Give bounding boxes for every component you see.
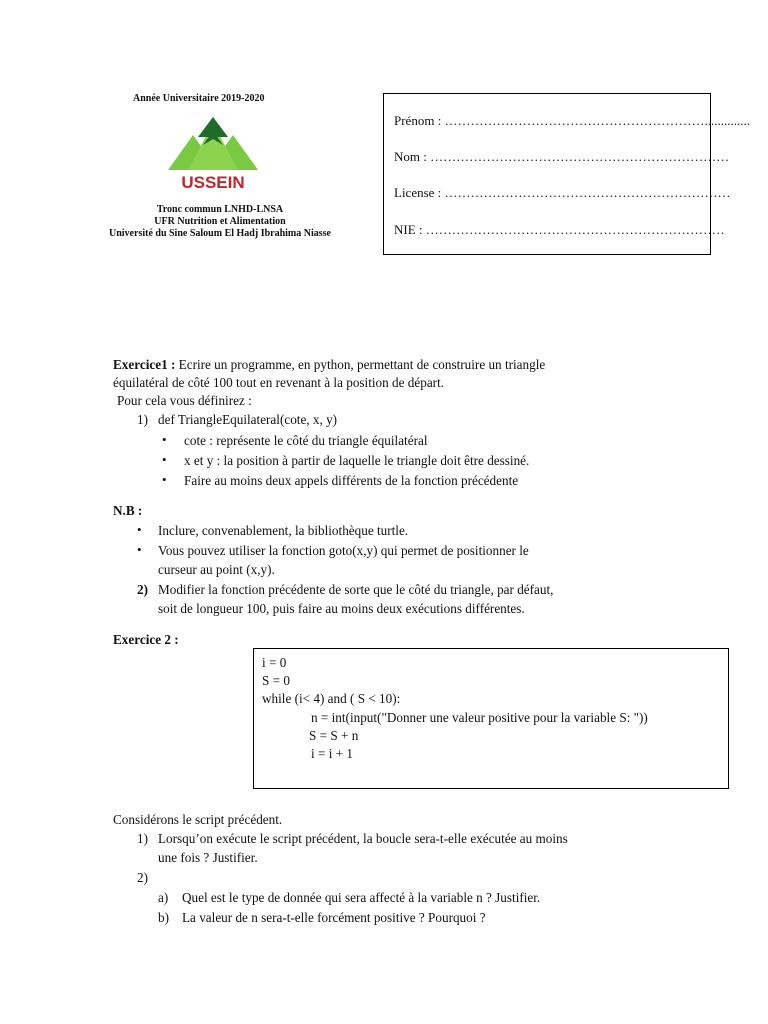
ex2-sub-b-label: b) bbox=[158, 910, 169, 925]
nb-title: N.B : bbox=[113, 503, 143, 518]
ex1-title: Exercice1 : bbox=[113, 357, 176, 372]
bullet-icon: • bbox=[162, 432, 167, 447]
nb-item: Inclure, convenablement, la bibliothèque turtle. bbox=[158, 523, 409, 538]
bullet-icon: • bbox=[137, 522, 142, 537]
info-line: Tronc commun LNHD-LNSA bbox=[156, 204, 284, 215]
bullet-icon: • bbox=[162, 472, 167, 487]
ex1-q2-number: 2) bbox=[137, 582, 148, 597]
ex1-q1-text: def TriangleEquilateral(cote, x, y) bbox=[158, 412, 338, 427]
code-line: i = i + 1 bbox=[311, 746, 353, 761]
code-line: n = int(input("Donner une valeur positive pour la variable S: ")) bbox=[311, 710, 648, 725]
ex2-sub-b-text: La valeur de n sera-t-elle forcément positive ? Pourquoi ? bbox=[182, 910, 486, 925]
ex2-sub-a-text: Quel est le type de donnée qui sera affecté à la variable n ? Justifier. bbox=[182, 890, 541, 905]
code-line: S = S + n bbox=[309, 728, 359, 743]
ex1-intro-line-3: Pour cela vous définirez : bbox=[117, 393, 252, 408]
ex2-q1-number: 1) bbox=[137, 831, 148, 846]
info-line: UFR Nutrition et Alimentation bbox=[154, 216, 286, 227]
ex2-consider: Considérons le script précédent. bbox=[113, 812, 283, 827]
nb-item: Vous pouvez utiliser la fonction goto(x,y) qui permet de positionner le bbox=[158, 543, 529, 558]
ex1-q2-line-1: Modifier la fonction précédente de sorte que le côté du triangle, par défaut, bbox=[158, 582, 554, 597]
nb-item-continued: curseur au point (x,y). bbox=[158, 562, 275, 577]
academic-year: Année Universitaire 2019-2020 bbox=[133, 93, 265, 104]
license-field[interactable]: License : ………………………………………………………… bbox=[394, 185, 731, 200]
student-id-box bbox=[383, 93, 751, 255]
ex2-title: Exercice 2 : bbox=[113, 632, 179, 647]
code-box bbox=[253, 648, 729, 789]
ex1-bullet-item: Faire au moins deux appels différents de la fonction précédente bbox=[184, 473, 519, 488]
code-line: i = 0 bbox=[262, 655, 287, 670]
ex1-bullet-item: cote : représente le côté du triangle équilatéral bbox=[184, 433, 428, 448]
bullet-icon: • bbox=[162, 452, 167, 467]
ex1-intro-line-1 bbox=[113, 356, 545, 374]
ex2-q1-line-1: Lorsqu’on exécute le script précédent, la boucle sera-t-elle exécutée au moins bbox=[158, 831, 568, 846]
prenom-field[interactable]: Prénom : …………………………………………………….............. bbox=[394, 113, 751, 128]
ex1-q1-number: 1) bbox=[137, 412, 148, 427]
ex1-bullet-item: x et y : la position à partir de laquelle le triangle doit être dessiné. bbox=[184, 453, 530, 468]
code-line: while (i< 4) and ( S < 10): bbox=[262, 691, 401, 706]
bullet-icon: • bbox=[137, 542, 142, 557]
code-line: S = 0 bbox=[262, 673, 290, 688]
nom-field[interactable]: Nom : …………………………………………………………… bbox=[394, 149, 730, 164]
logo-text: USSEIN bbox=[181, 173, 245, 192]
nie-field[interactable]: NIE : …………………………………………………………… bbox=[394, 222, 725, 237]
ex2-sub-a-label: a) bbox=[158, 890, 169, 905]
info-line: Université du Sine Saloum El Hadj Ibrahima Niasse bbox=[109, 228, 331, 239]
ex1-q2-line-2: soit de longueur 100, puis faire au moins deux exécutions différentes. bbox=[158, 601, 525, 616]
institution-info bbox=[85, 204, 355, 240]
ex1-intro-line-2: équilatéral de côté 100 tout en revenant à la position de départ. bbox=[113, 375, 445, 390]
ex2-q2-number: 2) bbox=[137, 870, 148, 885]
ussein-logo bbox=[158, 115, 268, 193]
ex1-intro-text: Ecrire un programme, en python, permettant de construire un triangle bbox=[175, 357, 546, 372]
ex2-q1-line-2: une fois ? Justifier. bbox=[158, 850, 258, 865]
